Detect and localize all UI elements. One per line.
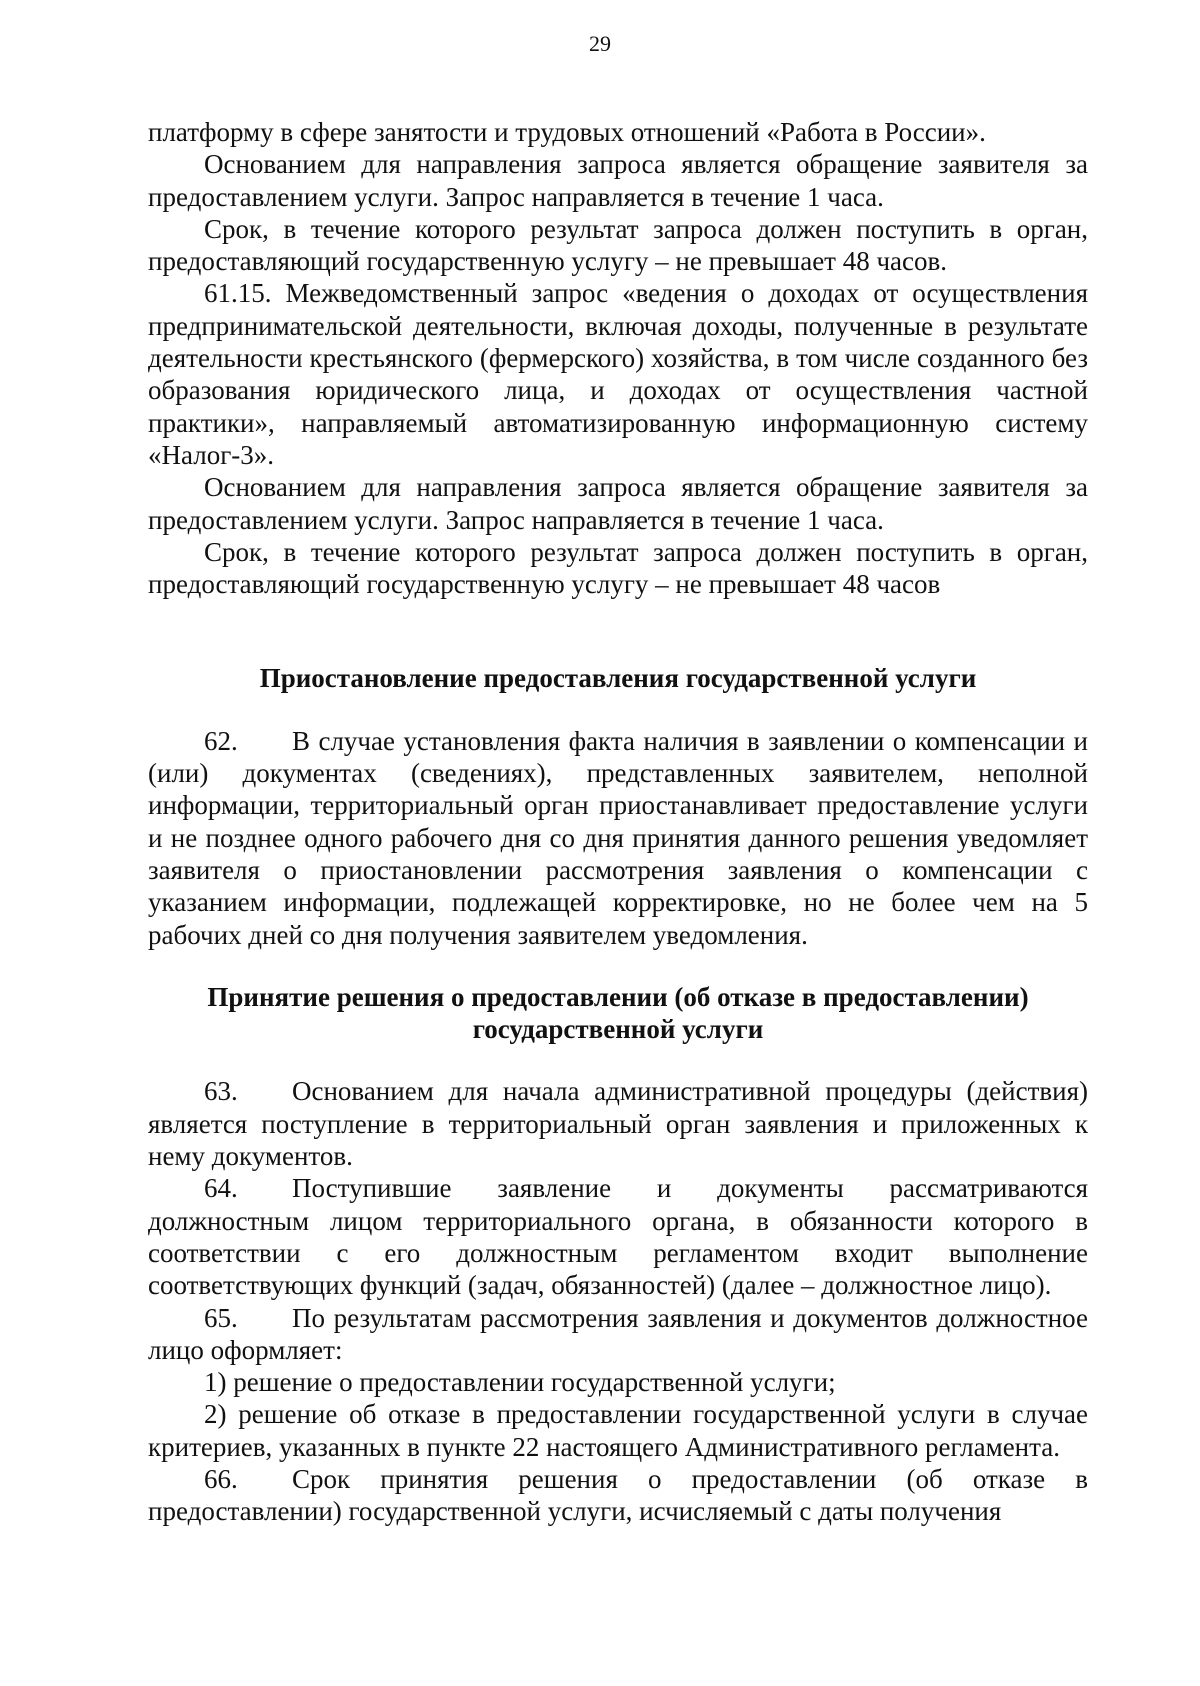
- list-item-66: [148, 1463, 1088, 1528]
- section-heading-decision: [148, 981, 1088, 1046]
- item-text: Поступившие заявление и документы рассматриваются должностным лицом территориального органа, в обязанности которого в соответствии с его должностным регламентом входит выполнение соответствующих функций (задач, обязанностей) (далее – должностное лицо).: [148, 1173, 1088, 1301]
- item-text: По результатам рассмотрения заявления и документов должностное лицо оформляет:: [148, 1302, 1088, 1365]
- paragraph: Основанием для направления запроса является обращение заявителя за предоставлением услуги. Запрос направляется в течение 1 часа.: [148, 149, 1088, 212]
- item-number: 66.: [204, 1463, 238, 1494]
- page-number: 29: [589, 31, 611, 56]
- heading-line: Принятие решения о предоставлении (об отказе в предоставлении): [207, 981, 1029, 1012]
- item-text: Основанием для начала административной процедуры (действия) является поступление в территориальный орган заявления и приложенных к нему документов.: [148, 1076, 1088, 1172]
- section-heading-suspension: Приостановление предоставления государственной услуги: [259, 663, 977, 694]
- item-text: В случае установления факта наличия в заявлении о компенсации и (или) документах (сведениях), представленных заявителем, неполной информации, территориальный орган приостанавливает предоставление услуги и не позднее одного рабочего дня со дня принятия данного решения уведомляет заявителя о приостановлении рассмотрения заявления о компенсации с указанием информации, подлежащей корректировке, но не более чем на 5 рабочих дней со дня получения заявителем уведомления.: [148, 725, 1088, 950]
- sub-item-65-1: 1) решение о предоставлении государственной услуги;: [204, 1367, 836, 1398]
- item-text: Срок принятия решения о предоставлении (об отказе в предоставлении) государственной услуги, исчисляемый с даты получения: [148, 1463, 1088, 1527]
- paragraph: Основанием для направления запроса является обращение заявителя за предоставлением услуги. Запрос направляется в течение 1 часа.: [148, 472, 1088, 535]
- paragraph: Срок, в течение которого результат запроса должен поступить в орган, предоставляющий государственную услугу – не превышает 48 часов.: [148, 213, 1088, 277]
- item-number: 62.: [204, 725, 238, 756]
- sub-item-65-2: 2) решение об отказе в предоставлении государственной услуги в случае критериев, указанных в пункте 22 настоящего Административного регламента.: [148, 1399, 1088, 1462]
- item-number: 63.: [204, 1076, 238, 1107]
- heading-line: государственной услуги: [472, 1014, 764, 1045]
- document-body: [148, 116, 1088, 1528]
- list-item-64: [148, 1172, 1088, 1301]
- list-item-63: [148, 1075, 1088, 1172]
- item-number: 65.: [204, 1302, 238, 1333]
- list-item-62: [148, 725, 1088, 951]
- paragraph: платформу в сфере занятости и трудовых отношений «Работа в России».: [148, 117, 986, 147]
- paragraph: Срок, в течение которого результат запроса должен поступить в орган, предоставляющий государственную услугу – не превышает 48 часов: [148, 536, 1088, 600]
- paragraph: 61.15. Межведомственный запрос «ведения о доходах от осуществления предпринимательской деятельности, включая доходы, полученные в результате деятельности крестьянского (фермерского) хозяйства, в том числе созданного без образования юридического лица, и доходах от осуществления частной практики», направляемый автоматизированную информационную систему «Налог-3».: [148, 278, 1088, 470]
- item-number: 64.: [204, 1173, 238, 1204]
- list-item-65: [148, 1302, 1088, 1367]
